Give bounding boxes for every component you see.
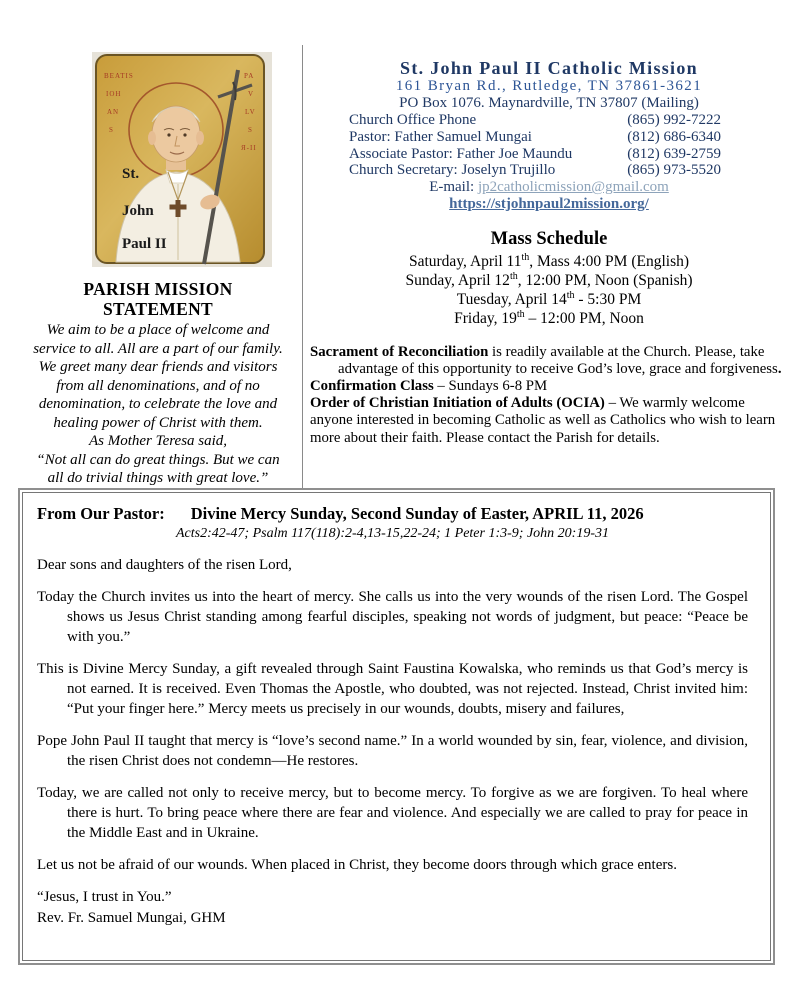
mass-schedule-line: Tuesday, April 14th - 5:30 PM [456,290,642,309]
icon-caption-paul-ii: Paul II [122,236,167,252]
mission-line: from all denominations, and of no [56,377,260,394]
contact-label: Associate Pastor: Father Joe Maundu [349,145,573,162]
letter-paragraph: This is Divine Mercy Sunday, a gift revealed through Saint Faustina Kowalska, who reminds us that God’s mercy is not earned. It is received. Even Thomas the Apostle, who doubted, was not rejected. Instead, Christ invited him: “Put your finger here.” Mercy meets us precisely in our wounds, doubts, misery and failures, [37,661,748,717]
svg-text:LV: LV [245,108,256,116]
icon-caption-john: John [122,203,154,219]
email-line [310,179,788,196]
letter-paragraph: Pope John Paul II taught that mercy is “love’s second name.” In a world wounded by sin, fear, violence, and division, the risen Christ does not condemn—He restores. [37,733,748,769]
mission-line: denomination, to celebrate the love and [38,396,278,412]
svg-text:Я-II: Я-II [241,144,257,152]
confirmation-class: Confirmation Class – Sundays 6-8 PM [310,378,548,394]
svg-text:AN: AN [107,108,120,116]
letter-paragraph: Today, we are called not only to receive mercy, but to become mercy. To forgive as we are forgiven. To heal where there is hurt. To bring peace where there are fear and violence. And especially we are called to pray for peace in the Middle East and in Ukraine. [37,785,748,841]
email-link[interactable]: jp2catholicmission@gmail.com [477,179,669,196]
mission-title: PARISH MISSION STATEMENT [83,279,233,319]
svg-text:V: V [248,90,255,98]
closing-quote: “Jesus, I trust in You.” [37,889,172,905]
church-name: St. John Paul II Catholic Mission [400,58,698,78]
mission-text [20,321,296,488]
contact-phone: (865) 973-5520 [627,162,721,179]
contact-list [349,112,721,179]
mission-line: healing power of Christ with them. [53,414,263,431]
mass-schedule-line: Sunday, April 12th, 12:00 PM, Noon (Spanish) [405,270,693,289]
letter-paragraph: Let us not be afraid of our wounds. When placed in Christ, they become doors through which grace enters. [37,857,677,873]
contact-phone: (812) 686-6340 [627,128,721,145]
contact-label: Church Secretary: Joselyn Trujillo [349,162,556,179]
contact-phone: (812) 639-2759 [627,145,721,162]
parish-mission-statement [20,279,296,488]
contact-label: Church Office Phone [349,112,477,128]
pope-john-paul-ii-icon-image [92,52,272,267]
mission-line: all do trivial things with great love.” [47,470,269,486]
mass-schedule [310,228,788,329]
letter-closing [37,887,748,929]
letter-title: Divine Mercy Sunday, Second Sunday of Easter, APRIL 11, 2026 [190,504,644,523]
website-line [310,196,788,213]
svg-text:S: S [109,126,114,134]
contact-row [349,146,721,163]
email-label: E-mail: [429,179,478,196]
from-our-pastor-label: From Our Pastor: [37,504,165,523]
pastor-letter-box [18,488,775,965]
mission-line: As Mother Teresa said, [88,433,228,449]
ocia-info: Order of Christian Initiation of Adults (OCIA) – We warmly welcome anyone interested in becoming Catholic as well as Catholics who wish to learn more about their faith. Please contact the Parish for details. [310,395,776,446]
sacrament-reconciliation: Sacrament of Reconciliation is readily available at the Church. Please, take advantage of this opportunity to receive God’s love, grace and forgiveness. [310,343,782,377]
letter-paragraph: Today the Church invites us into the heart of mercy. She calls us into the very wounds of the risen Lord. The Gospel shows us Jesus Christ standing among fearful disciples, speaking not words of judgment, but peace: “Peace be with you.” [37,589,748,645]
sacraments-info [310,344,782,447]
mass-schedule-line: Friday, 19th – 12:00 PM, Noon [454,309,644,328]
contact-label: Pastor: Father Samuel Mungai [349,128,532,145]
mission-line: “Not all can do great things. But we can [36,451,280,468]
mission-line: We aim to be a place of welcome and [46,322,270,338]
church-header [310,58,788,213]
mission-line: service to all. All are a part of our family. [33,340,283,357]
letter-heading [37,503,748,525]
mission-line: We greet many dear friends and visitors [38,359,278,375]
signature: Rev. Fr. Samuel Mungai, GHM [37,910,226,926]
mailing-address: PO Box 1076. Maynardville, TN 37807 (Mailing) [399,95,699,111]
column-divider [302,45,303,488]
icon-inscription-right: PA [244,72,255,80]
left-column [20,52,296,488]
svg-text:IOH: IOH [106,90,122,98]
icon-inscription-left: BEATIS [104,72,134,80]
svg-text:S: S [248,126,253,134]
contact-row [349,129,721,146]
website-link[interactable]: https://stjohnpaul2mission.org/ [449,195,649,212]
street-address: 161 Bryan Rd., Rutledge, TN 37861-3621 [395,78,703,94]
letter-salutation: Dear sons and daughters of the risen Lord, [37,557,292,573]
right-column [310,58,788,447]
contact-row [349,162,721,179]
mass-schedule-line: Saturday, April 11th, Mass 4:00 PM (English) [408,251,690,270]
scripture-references: Acts2:42-47; Psalm 117(118):2-4,13-15,22-24; 1 Peter 1:3-9; John 20:19-31 [176,526,609,541]
icon-caption-st: St. [122,166,140,182]
contact-phone: (865) 992-7222 [627,112,721,128]
contact-row [349,112,721,129]
mass-schedule-title: Mass Schedule [490,228,608,249]
